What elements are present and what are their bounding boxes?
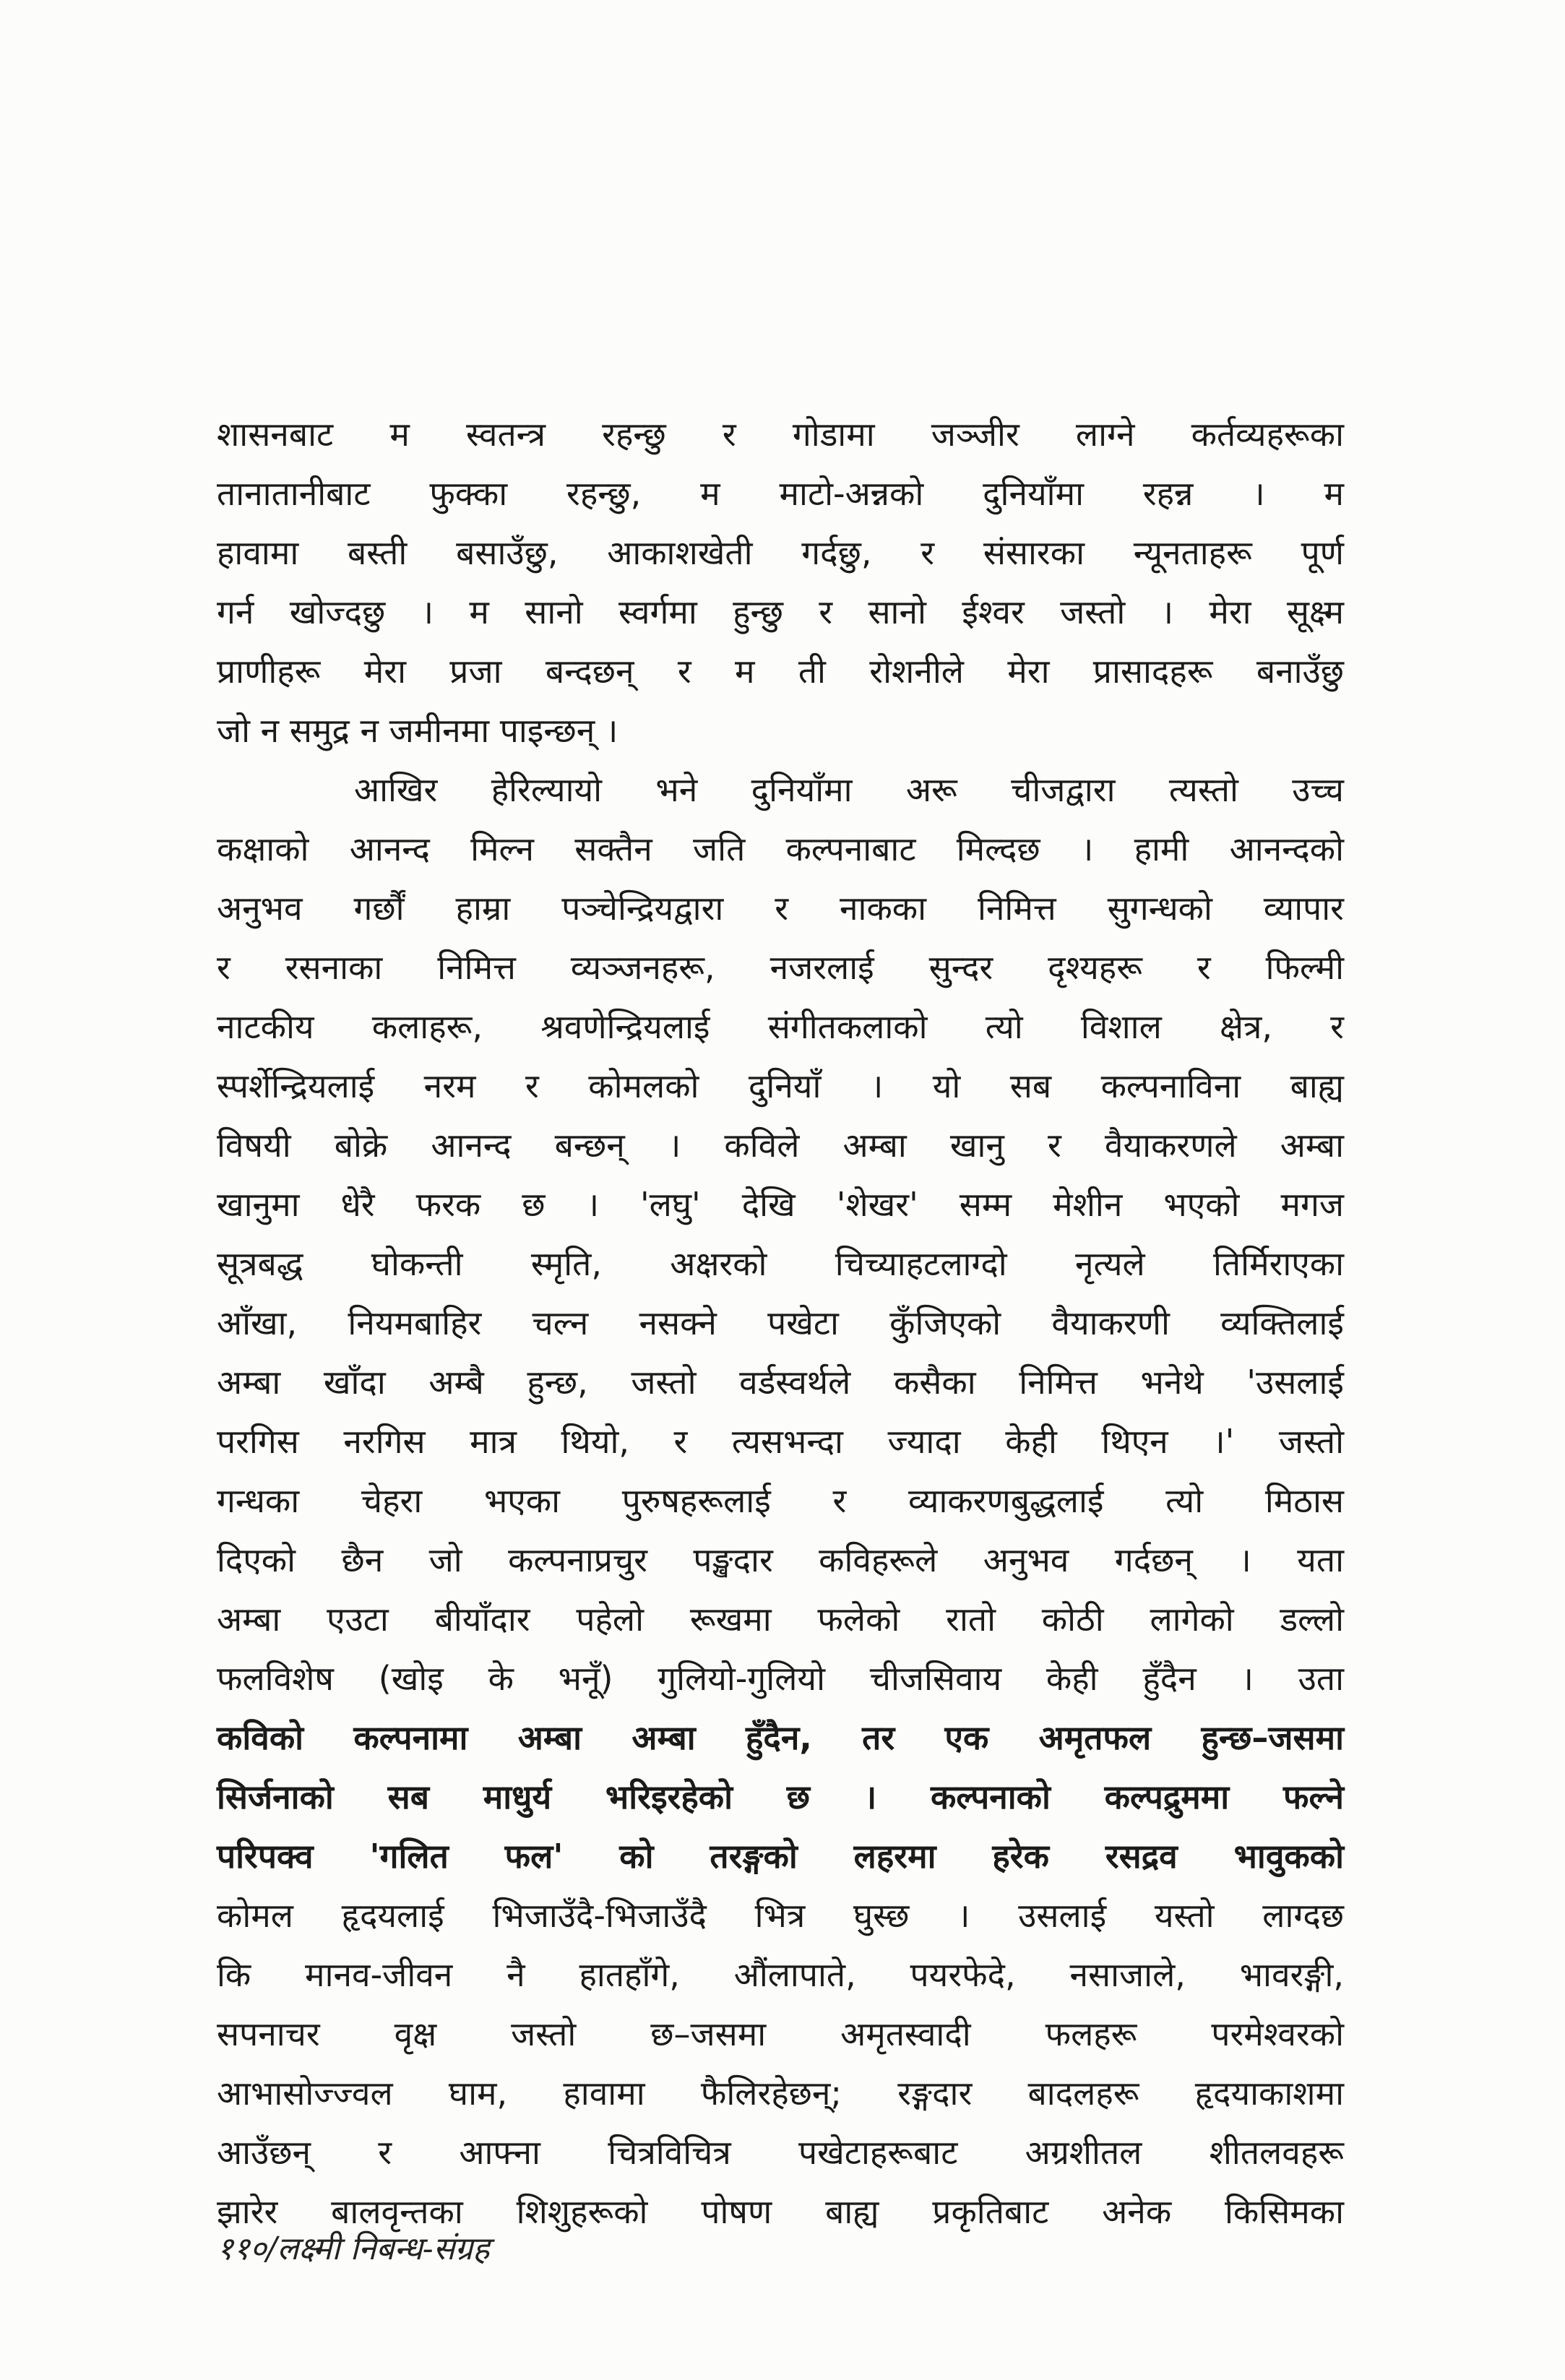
text-line: स्पर्शेन्द्रियलाई नरम र कोमलको दुनियाँ । यो सब कल्पनाविना बाह्य bbox=[217, 1066, 1344, 1105]
text-line: तानातानीबाट फुक्का रहन्छु, म माटो-अन्नको दुनियाँमा रहन्न । म bbox=[217, 474, 1344, 513]
text-line: प्राणीहरू मेरा प्रजा बन्दछन् र म ती रोशनीले मेरा प्रासादहरू बनाउँछु bbox=[217, 652, 1344, 691]
text-line: परगिस नरगिस मात्र थियो, र त्यसभन्दा ज्यादा केही थिएन ।' जस्तो bbox=[217, 1422, 1344, 1461]
text-line: हावामा बस्ती बसाउँछु, आकाशखेती गर्दछु, र संसारका न्यूनताहरू पूर्ण bbox=[217, 533, 1344, 572]
text-line: अम्बा एउटा बीयाँदार पहेलो रूखमा फलेको रातो कोठी लागेको डल्लो bbox=[217, 1600, 1344, 1639]
text-line: फलविशेष (खोइ के भनूँ) गुलियो-गुलियो चीजसिवाय केही हुँदैन । उता bbox=[217, 1659, 1344, 1698]
text-line: आउँछन् र आफ्ना चित्रविचित्र पखेटाहरूबाट अग्रशीतल शीतलवहरू bbox=[217, 2133, 1344, 2172]
text-line: परिपक्व 'गलित फल' को तरङ्गको लहरमा हरेक रसद्रव भावुकको bbox=[217, 1837, 1344, 1876]
text-line: अम्बा खाँदा अम्बै हुन्छ, जस्तो वर्डस्वर्थले कसैका निमित्त भनेथे 'उसलाई bbox=[217, 1363, 1344, 1402]
body-text bbox=[217, 405, 1344, 2241]
text-line: शासनबाट म स्वतन्त्र रहन्छु र गोडामा जञ्जीर लाग्ने कर्तव्यहरूका bbox=[217, 415, 1344, 454]
text-line: खानुमा धेरै फरक छ । 'लघु' देखि 'शेखर' सम्म मेशीन भएको मगज bbox=[217, 1185, 1344, 1224]
text-line: दिएको छैन जो कल्पनाप्रचुर पङ्खदार कविहरूले अनुभव गर्दछन् । यता bbox=[217, 1540, 1344, 1579]
text-line: गर्न खोज्दछु । म सानो स्वर्गमा हुन्छु र सानो ईश्वर जस्तो । मेरा सूक्ष्म bbox=[217, 592, 1344, 631]
text-line: जो न समुद्र न जमीनमा पाइन्छन् । bbox=[217, 711, 618, 750]
text-line: कोमल हृदयलाई भिजाउँदै-भिजाउँदै भित्र घुस्छ । उसलाई यस्तो लाग्दछ bbox=[217, 1896, 1344, 1935]
text-line: सिर्जनाको सब माधुर्य भरिइरहेको छ । कल्पनाको कल्पद्रुममा फल्ने bbox=[217, 1777, 1344, 1816]
text-line: झारेर बालवृन्तका शिशुहरूको पोषण बाह्य प्रकृतिबाट अनेक किसिमका bbox=[217, 2192, 1344, 2231]
text-line: नाटकीय कलाहरू, श्रवणेन्द्रियलाई संगीतकलाको त्यो विशाल क्षेत्र, र bbox=[217, 1007, 1344, 1046]
paragraph-2 bbox=[217, 760, 1344, 2241]
text-line: विषयी बोक्रे आनन्द बन्छन् । कविले अम्बा खानु र वैयाकरणले अम्बा bbox=[217, 1126, 1344, 1165]
text-line: कविको कल्पनामा अम्बा अम्बा हुँदैन, तर एक अमृतफल हुन्छ–जसमा bbox=[217, 1718, 1344, 1757]
text-line: कक्षाको आनन्द मिल्न सक्तैन जति कल्पनाबाट मिल्दछ । हामी आनन्दको bbox=[217, 829, 1344, 868]
text-line: सपनाचर वृक्ष जस्तो छ–जसमा अमृतस्वादी फलहरू परमेश्वरको bbox=[217, 2014, 1344, 2053]
text-line: आभासोज्ज्वल घाम, हावामा फैलिरहेछन्; रङ्गदार बादलहरू हृदयाकाशमा bbox=[217, 2074, 1344, 2113]
text-line: कि मानव-जीवन नै हातहाँगे, औंलापाते, पयरफेदे, नसाजाले, भावरङ्गी, bbox=[217, 1955, 1344, 1994]
text-line: आखिर हेरिल्यायो भने दुनियाँमा अरू चीजद्वारा त्यस्तो उच्च bbox=[354, 770, 1344, 809]
text-line: सूत्रबद्ध घोकन्ती स्मृति, अक्षरको चिच्याहटलाग्दो नृत्यले तिर्मिराएका bbox=[217, 1244, 1344, 1283]
text-line: अनुभव गर्छौं हाम्रा पञ्चेन्द्रियद्वारा र नाकका निमित्त सुगन्धको व्यापार bbox=[217, 889, 1344, 928]
page-footer: ११०/लक्ष्मी निबन्ध-संग्रह bbox=[217, 2230, 490, 2267]
paragraph-1 bbox=[217, 405, 1344, 760]
text-line: र रसनाका निमित्त व्यञ्जनहरू, नजरलाई सुन्दर दृश्यहरू र फिल्मी bbox=[217, 948, 1344, 987]
text-line: गन्धका चेहरा भएका पुरुषहरूलाई र व्याकरणबुद्धलाई त्यो मिठास bbox=[217, 1481, 1344, 1520]
text-line: आँखा, नियमबाहिर चल्न नसक्ने पखेटा कुँजिएको वैयाकरणी व्यक्तिलाई bbox=[217, 1303, 1344, 1342]
